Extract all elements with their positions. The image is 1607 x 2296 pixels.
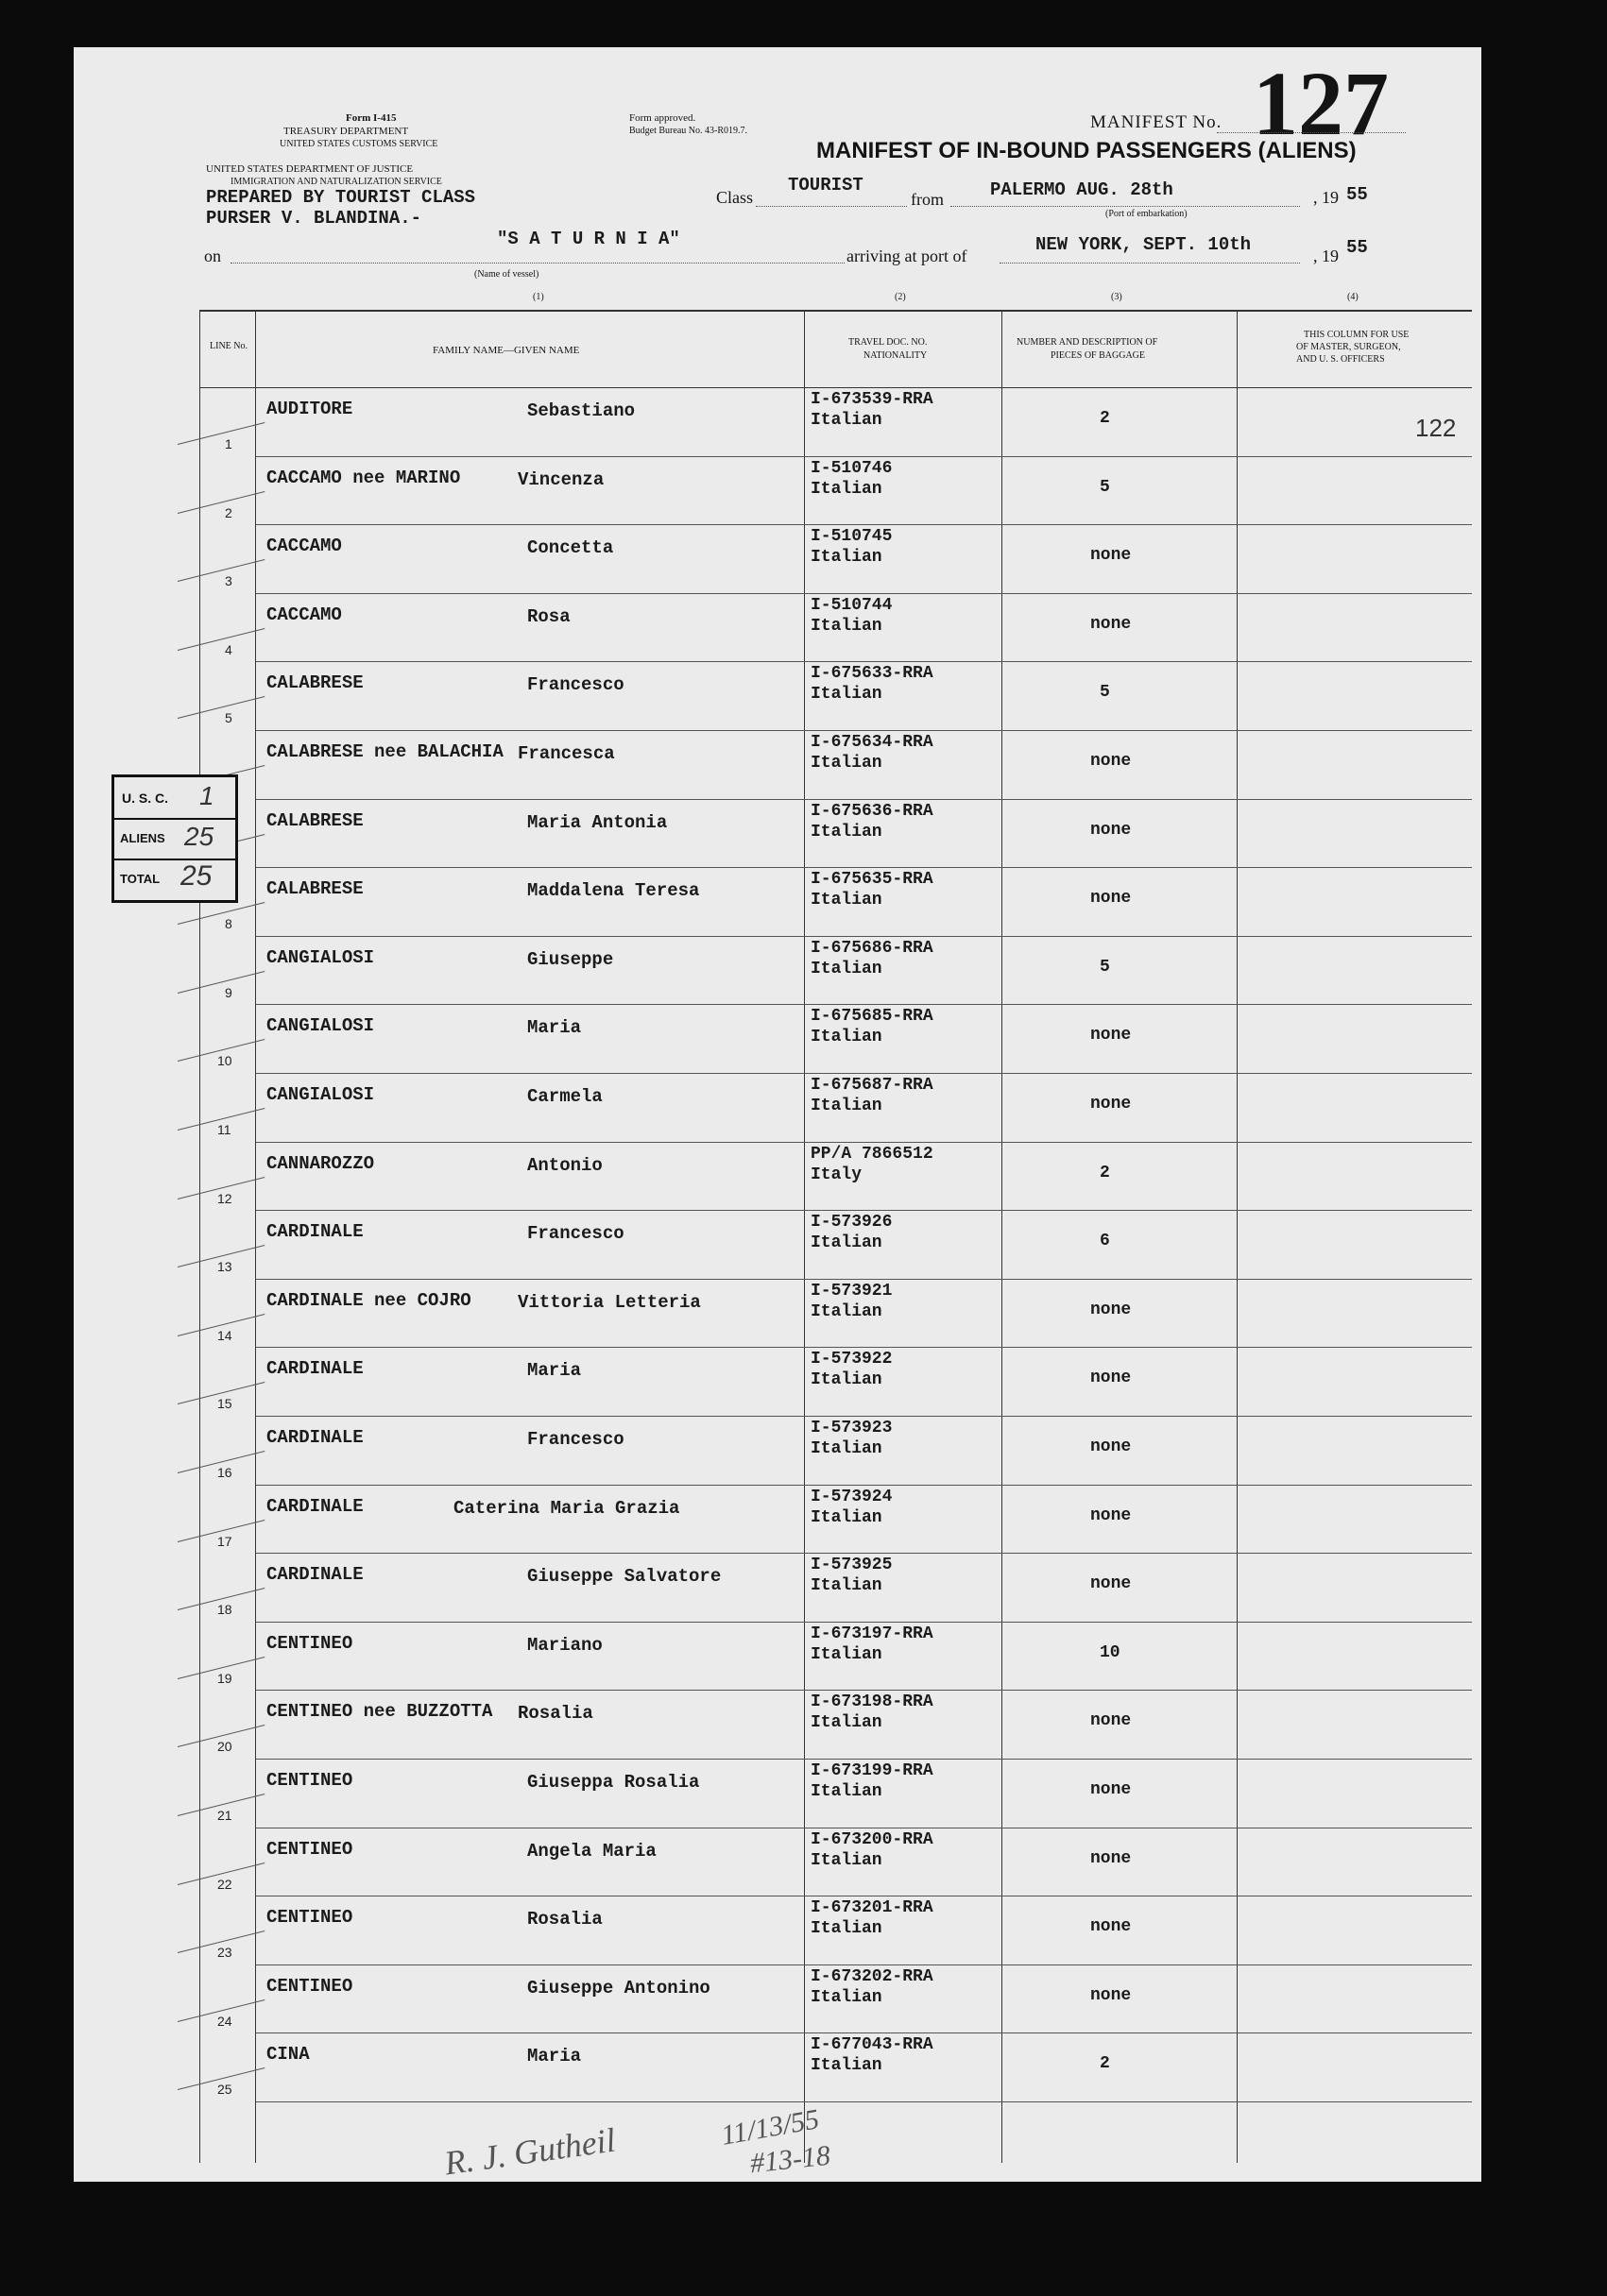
nationality: Italian — [811, 411, 882, 430]
header-travel-doc: TRAVEL DOC. NO. — [848, 337, 928, 348]
budget-bureau: Budget Bureau No. 43-R019.7. — [629, 126, 747, 136]
travel-doc-no: I-673197-RRA — [811, 1624, 933, 1643]
nationality: Italian — [811, 1782, 882, 1801]
dept-justice: UNITED STATES DEPARTMENT OF JUSTICE — [206, 163, 414, 175]
baggage: 5 — [1100, 683, 1110, 703]
baggage: none — [1090, 752, 1132, 771]
nationality: Italian — [811, 1233, 882, 1253]
ins-service: IMMIGRATION AND NATURALIZATION SERVICE — [231, 177, 442, 187]
line-number: 21 — [217, 1808, 232, 1823]
line-number: 25 — [217, 2082, 232, 2098]
vessel-name: "S A T U R N I A" — [497, 229, 680, 249]
line-number: 9 — [225, 984, 232, 1000]
travel-doc-no: I-573921 — [811, 1281, 893, 1301]
class-value: TOURIST — [788, 175, 863, 196]
nationality: Italian — [811, 1850, 882, 1870]
line-number: 22 — [217, 1876, 232, 1892]
form-approved: Form approved. — [629, 112, 696, 124]
line-number: 17 — [217, 1533, 232, 1549]
line-number: 15 — [217, 1396, 232, 1412]
nationality: Italian — [811, 548, 882, 568]
customs-service: UNITED STATES CUSTOMS SERVICE — [280, 139, 438, 149]
family-name: CENTINEO nee BUZZOTTA — [266, 1701, 493, 1723]
year-prefix-1: , 19 — [1313, 188, 1339, 207]
family-name: CENTINEO — [266, 1770, 353, 1791]
travel-doc-no: I-510746 — [811, 458, 893, 478]
line-number: 14 — [217, 1327, 232, 1343]
baggage: 2 — [1100, 409, 1110, 428]
family-name: CANGIALOSI — [266, 1084, 375, 1105]
baggage: none — [1090, 1848, 1132, 1868]
family-name: CALABRESE — [266, 672, 364, 694]
stamp-total-label: TOTAL — [120, 872, 161, 886]
travel-doc-no: I-673200-RRA — [811, 1829, 933, 1849]
nationality: Italian — [811, 959, 882, 978]
family-name: CARDINALE — [266, 1564, 364, 1586]
baggage: none — [1090, 1505, 1132, 1525]
nationality: Italian — [811, 891, 882, 910]
nationality: Italian — [811, 1919, 882, 1939]
on-label: on — [204, 247, 221, 265]
family-name: CENTINEO — [266, 1975, 353, 1997]
baggage: 5 — [1100, 477, 1110, 497]
given-name: Carmela — [527, 1086, 603, 1107]
baggage: none — [1090, 1300, 1132, 1319]
family-name: CARDINALE — [266, 1221, 364, 1243]
family-name: CENTINEO — [266, 1838, 353, 1860]
travel-doc-no: I-673198-RRA — [811, 1692, 933, 1712]
travel-doc-no: I-675686-RRA — [811, 938, 933, 958]
port-embark-caption: (Port of embarkation) — [1105, 209, 1188, 219]
nationality: Italian — [811, 1987, 882, 2007]
from-value: PALERMO AUG. 28th — [990, 179, 1173, 200]
baggage: none — [1090, 1437, 1132, 1456]
line-number: 24 — [217, 2013, 232, 2029]
given-name: Francesco — [527, 1429, 624, 1450]
family-name: CARDINALE nee COJRO — [266, 1289, 471, 1311]
given-name: Concetta — [527, 537, 614, 559]
nationality: Italian — [811, 1713, 882, 1733]
manifest-label: MANIFEST No. — [1090, 112, 1222, 132]
given-name: Maria — [527, 2046, 582, 2067]
nationality: Italian — [811, 822, 882, 842]
travel-doc-no: I-675636-RRA — [811, 801, 933, 821]
travel-doc-no: I-675633-RRA — [811, 664, 933, 684]
nationality: Italian — [811, 1507, 882, 1527]
class-label: Class — [716, 188, 754, 207]
family-name: CINA — [266, 2044, 310, 2066]
travel-doc-no: I-675635-RRA — [811, 870, 933, 890]
family-name: CACCAMO nee MARINO — [266, 467, 461, 488]
nationality: Italian — [811, 2056, 882, 2076]
given-name: Giuseppe Antonino — [527, 1977, 710, 1998]
travel-doc-no: I-510744 — [811, 595, 893, 615]
baggage: none — [1090, 1095, 1132, 1114]
manifest-title: MANIFEST OF IN-BOUND PASSENGERS (ALIENS) — [816, 138, 1357, 163]
given-name: Rosalia — [527, 1909, 603, 1930]
travel-doc-no: I-673202-RRA — [811, 1966, 933, 1986]
family-name: CARDINALE — [266, 1495, 364, 1517]
given-name: Sebastiano — [527, 400, 636, 421]
col-num-1: (1) — [533, 292, 544, 302]
stamp-usc-label: U. S. C. — [122, 791, 169, 806]
baggage: none — [1090, 1780, 1132, 1799]
family-name: CANNAROZZO — [266, 1152, 375, 1174]
header-baggage-2: PIECES OF BAGGAGE — [1051, 350, 1146, 361]
header-officers-3: AND U. S. OFFICERS — [1296, 354, 1385, 365]
line-number: 10 — [217, 1053, 232, 1069]
purser: PURSER V. BLANDINA.- — [206, 208, 422, 229]
header-name: FAMILY NAME—GIVEN NAME — [433, 345, 580, 356]
baggage: 2 — [1100, 2054, 1110, 2074]
stamp-total-value: 25 — [180, 860, 213, 892]
nationality: Italian — [811, 1028, 882, 1047]
baggage: 10 — [1100, 1642, 1120, 1662]
check-mark — [178, 696, 265, 719]
travel-doc-no: I-673201-RRA — [811, 1898, 933, 1918]
vessel-caption: (Name of vessel) — [474, 269, 539, 280]
nationality: Italian — [811, 1576, 882, 1596]
family-name: CALABRESE — [266, 878, 364, 900]
given-name: Caterina Maria Grazia — [453, 1497, 680, 1519]
family-name: CARDINALE — [266, 1358, 364, 1380]
family-name: CALABRESE — [266, 809, 364, 831]
line-number: 1 — [225, 436, 232, 451]
travel-doc-no: I-573925 — [811, 1556, 893, 1575]
given-name: Giuseppe Salvatore — [527, 1566, 722, 1588]
nationality: Italian — [811, 616, 882, 636]
from-label: from — [911, 190, 944, 209]
nationality: Italian — [811, 479, 882, 499]
stamp-aliens-value: 25 — [184, 822, 214, 851]
travel-doc-no: I-573924 — [811, 1487, 893, 1506]
given-name: Giuseppe — [527, 948, 614, 970]
family-name: CACCAMO — [266, 536, 342, 557]
baggage: 5 — [1100, 957, 1110, 977]
nationality: Italian — [811, 1644, 882, 1664]
line-number: 18 — [217, 1602, 232, 1618]
col-num-2: (2) — [895, 292, 906, 302]
family-name: CENTINEO — [266, 1907, 353, 1929]
given-name: Francesca — [518, 743, 615, 764]
stamp-aliens-label: ALIENS — [120, 831, 165, 845]
travel-doc-no: I-675685-RRA — [811, 1007, 933, 1027]
given-name: Giuseppa Rosalia — [527, 1772, 700, 1793]
nationality: Italian — [811, 1439, 882, 1458]
travel-doc-no: I-573926 — [811, 1213, 893, 1233]
header-baggage-1: NUMBER AND DESCRIPTION OF — [1017, 337, 1158, 348]
check-mark — [178, 628, 265, 651]
travel-doc-no: PP/A 7866512 — [811, 1144, 933, 1164]
line-number: 8 — [225, 916, 232, 932]
check-mark — [178, 491, 265, 514]
line-number: 2 — [225, 504, 232, 520]
signature-note: 11/13/55 — [718, 2103, 822, 2151]
baggage: none — [1090, 1026, 1132, 1046]
given-name: Rosa — [527, 605, 571, 627]
family-name: CENTINEO — [266, 1632, 353, 1654]
family-name: CARDINALE — [266, 1427, 364, 1448]
baggage: none — [1090, 546, 1132, 566]
given-name: Angela Maria — [527, 1840, 657, 1862]
arriving-label: arriving at port of — [846, 247, 967, 265]
check-mark — [178, 902, 265, 925]
baggage: none — [1090, 1711, 1132, 1731]
nationality: Italy — [811, 1165, 863, 1184]
given-name: Vittoria Letteria — [518, 1291, 701, 1313]
baggage: none — [1090, 614, 1132, 634]
signature: R. J. Gutheil — [442, 2120, 618, 2183]
given-name: Antonio — [527, 1154, 603, 1176]
given-name: Mariano — [527, 1634, 603, 1656]
check-mark — [178, 559, 265, 582]
footer-note: #13-18 — [748, 2139, 832, 2180]
baggage: none — [1090, 1917, 1132, 1937]
check-mark — [178, 422, 265, 445]
check-mark — [178, 971, 265, 994]
treasury-dept: TREASURY DEPARTMENT — [283, 126, 409, 137]
nationality: Italian — [811, 1301, 882, 1321]
manifest-number: 127 — [1253, 53, 1389, 154]
nationality: Italian — [811, 685, 882, 705]
given-name: Maria — [527, 1017, 582, 1039]
nationality: Italian — [811, 1370, 882, 1390]
baggage: none — [1090, 820, 1132, 840]
header-line-no: LINE No. — [210, 341, 248, 351]
line-number: 13 — [217, 1259, 232, 1275]
officer-note: 122 — [1415, 414, 1457, 442]
travel-doc-no: I-673539-RRA — [811, 390, 933, 409]
stamp-usc-value: 1 — [199, 781, 214, 810]
header-officers-2: OF MASTER, SURGEON, — [1296, 342, 1401, 352]
line-number: 4 — [225, 641, 232, 657]
line-number: 16 — [217, 1465, 232, 1480]
given-name: Francesco — [527, 674, 624, 696]
count-stamp — [111, 774, 238, 903]
family-name: CALABRESE nee BALACHIA — [266, 741, 504, 762]
travel-doc-no: I-673199-RRA — [811, 1761, 933, 1780]
baggage: none — [1090, 889, 1132, 909]
family-name: CACCAMO — [266, 604, 342, 625]
given-name: Maria Antonia — [527, 811, 668, 833]
line-number: 3 — [225, 573, 232, 589]
travel-doc-no: I-675634-RRA — [811, 733, 933, 752]
family-name: CANGIALOSI — [266, 946, 375, 968]
travel-doc-no: I-573922 — [811, 1350, 893, 1369]
col-num-3: (3) — [1111, 292, 1122, 302]
year-2: 55 — [1346, 237, 1368, 258]
baggage: 2 — [1100, 1163, 1110, 1182]
year-prefix-2: , 19 — [1313, 247, 1339, 265]
given-name: Maddalena Teresa — [527, 880, 700, 902]
form-id: Form I-415 — [346, 112, 397, 124]
given-name: Vincenza — [518, 468, 605, 490]
given-name: Rosalia — [518, 1703, 593, 1725]
baggage: none — [1090, 1369, 1132, 1388]
line-number: 19 — [217, 1670, 232, 1686]
given-name: Francesco — [527, 1223, 624, 1245]
header-officers-1: THIS COLUMN FOR USE — [1304, 330, 1410, 340]
col-num-4: (4) — [1347, 292, 1359, 302]
travel-doc-no: I-510745 — [811, 527, 893, 547]
baggage: none — [1090, 1574, 1132, 1594]
arriving-value: NEW YORK, SEPT. 10th — [1035, 234, 1252, 255]
family-name: CANGIALOSI — [266, 1015, 375, 1037]
line-number: 20 — [217, 1739, 232, 1755]
year-1: 55 — [1346, 184, 1368, 205]
header-nationality: NATIONALITY — [863, 350, 928, 361]
line-number: 12 — [217, 1190, 232, 1206]
nationality: Italian — [811, 754, 882, 773]
baggage: 6 — [1100, 1232, 1110, 1251]
travel-doc-no: I-677043-RRA — [811, 2035, 933, 2055]
line-number: 23 — [217, 1945, 232, 1961]
nationality: Italian — [811, 1097, 882, 1115]
manifest-page — [74, 47, 1481, 2182]
travel-doc-no: I-573923 — [811, 1419, 893, 1437]
baggage: none — [1090, 1985, 1132, 2005]
family-name: AUDITORE — [266, 399, 353, 419]
given-name: Maria — [527, 1360, 582, 1382]
prepared-by: PREPARED BY TOURIST CLASS — [206, 187, 476, 208]
line-number: 5 — [225, 710, 232, 726]
travel-doc-no: I-675687-RRA — [811, 1076, 933, 1095]
line-number: 11 — [217, 1122, 231, 1137]
